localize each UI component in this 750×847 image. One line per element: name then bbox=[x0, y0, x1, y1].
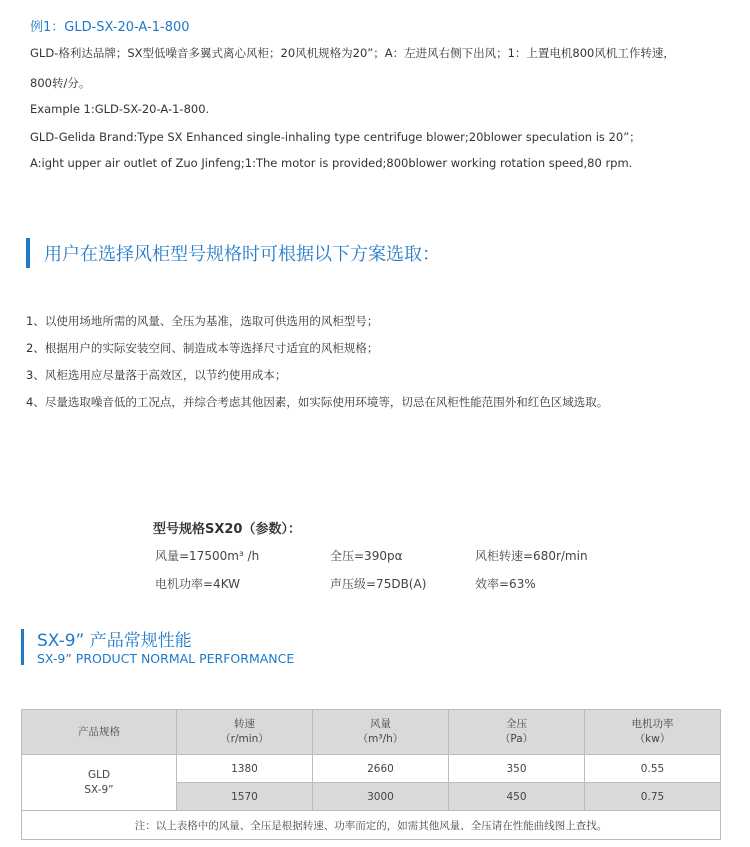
table-cell: 0.55 bbox=[585, 755, 721, 783]
section-accent-bar bbox=[26, 238, 30, 268]
spec-title: 型号规格SX20（参数）： bbox=[153, 522, 301, 537]
spec-sound-level: 声压级=75DB(A) bbox=[330, 577, 427, 591]
model-cell: GLD SX-9” bbox=[22, 755, 177, 811]
table-cell: 3000 bbox=[313, 783, 449, 811]
table-note-row bbox=[22, 811, 721, 840]
table-cell: 1380 bbox=[177, 755, 313, 783]
table-cell: 450 bbox=[449, 783, 585, 811]
selection-title: 用户在选择风柜型号规格时可根据以下方案选取： bbox=[44, 244, 440, 265]
header-motor-power: 电机功率 （kw） bbox=[585, 710, 721, 755]
spec-fan-speed: 风柜转速=680r/min bbox=[475, 549, 588, 563]
example-line: 800转/分。 bbox=[30, 76, 91, 90]
selection-rule: 3、风柜选用应尽量落于高效区，以节约使用成本； bbox=[26, 368, 287, 382]
table-note: 注：以上表格中的风量、全压是根据转速、功率而定的，如需其他风量、全压请在性能曲线图上查找。 bbox=[22, 811, 721, 840]
spec-efficiency: 效率=63% bbox=[475, 577, 536, 591]
table-header-row bbox=[22, 710, 721, 755]
performance-title: SX-9” 产品常规性能 bbox=[37, 631, 192, 651]
example-title: 例1：GLD-SX-20-A-1-800 bbox=[30, 20, 190, 35]
table-row bbox=[22, 755, 721, 783]
spec-total-pressure: 全压=390pα bbox=[330, 549, 403, 563]
selection-rule: 2、根据用户的实际安装空间、制造成本等选择尺寸适宜的风柜规格； bbox=[26, 341, 379, 355]
header-pressure: 全压 （Pa） bbox=[449, 710, 585, 755]
table-cell: 350 bbox=[449, 755, 585, 783]
selection-rule: 1、以使用场地所需的风量、全压为基准，选取可供选用的风柜型号； bbox=[26, 314, 379, 328]
example-line: GLD-Gelida Brand:Type SX Enhanced single-inhaling type centrifuge blower;20blower speculation is 20”； bbox=[30, 130, 641, 144]
table-cell: 1570 bbox=[177, 783, 313, 811]
table-cell: 0.75 bbox=[585, 783, 721, 811]
header-speed: 转速 （r/min） bbox=[177, 710, 313, 755]
example-line: A:ight upper air outlet of Zuo Jinfeng;1:The motor is provided;800blower working rotation speed,80 rpm. bbox=[30, 156, 633, 170]
performance-table bbox=[21, 709, 721, 840]
spec-motor-power: 电机功率=4KW bbox=[155, 577, 240, 591]
example-line: Example 1:GLD-SX-20-A-1-800. bbox=[30, 102, 210, 116]
spec-airflow: 风量=17500m³ /h bbox=[155, 549, 260, 563]
selection-rule: 4、尽量选取噪音低的工况点，并综合考虑其他因素，如实际使用环境等，切忌在风柜性能范围外和红色区域选取。 bbox=[26, 395, 609, 409]
performance-subtitle: SX-9” PRODUCT NORMAL PERFORMANCE bbox=[37, 651, 295, 666]
header-airflow: 风量 （m³/h） bbox=[313, 710, 449, 755]
table-cell: 2660 bbox=[313, 755, 449, 783]
header-model: 产品规格 bbox=[22, 710, 177, 755]
example-line: GLD-格利达品牌；SX型低噪音多翼式离心风柜；20风机规格为20”；A：左进风右侧下出风；1：上置电机800风机工作转速， bbox=[30, 46, 675, 60]
performance-accent-bar bbox=[21, 629, 24, 665]
